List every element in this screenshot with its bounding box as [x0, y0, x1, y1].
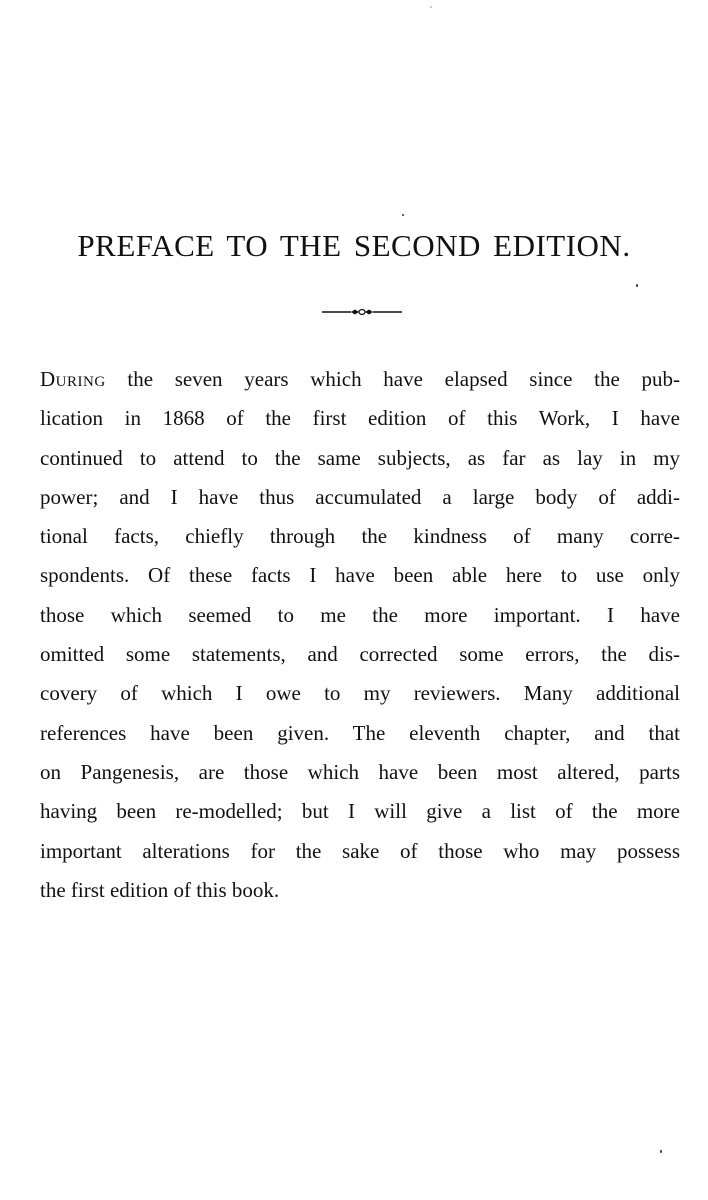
- scan-speck: [402, 214, 404, 216]
- paragraph-line: covery of which I owe to my reviewers. Many additional: [40, 681, 680, 706]
- paragraph-line: references have been given. The eleventh chapter, and that: [40, 720, 680, 745]
- scan-speck: [430, 6, 432, 8]
- paragraph-line: the first edition of this book.: [40, 877, 280, 902]
- page-title: PREFACE TO THE SECOND EDITION.: [77, 228, 631, 263]
- paragraph-line: those which seemed to me the more important. I have: [40, 602, 680, 627]
- ornamental-rule: [322, 306, 402, 318]
- paragraph-line: During the seven years which have elapsed since the pub-: [40, 367, 680, 391]
- paragraph-line: spondents. Of these facts I have been able here to use only: [40, 563, 680, 588]
- paragraph-line: having been re-modelled; but I will give a list of the more: [40, 799, 680, 824]
- preface-paragraph: [40, 360, 680, 910]
- paragraph-line: on Pangenesis, are those which have been most altered, parts: [40, 759, 680, 784]
- paragraph-line: lication in 1868 of the first edition of this Work, I have: [40, 406, 680, 431]
- paragraph-line: tional facts, chiefly through the kindness of many corre-: [40, 524, 680, 549]
- scan-speck: [636, 284, 638, 287]
- paragraph-line: important alterations for the sake of those who may possess: [40, 838, 680, 863]
- paragraph-line: continued to attend to the same subjects, as far as lay in my: [40, 445, 680, 470]
- paragraph-line: power; and I have thus accumulated a large body of addi-: [40, 484, 680, 509]
- scan-speck: [660, 1150, 662, 1153]
- lead-word: During: [40, 367, 106, 391]
- paragraph-line: omitted some statements, and corrected some errors, the dis-: [40, 642, 680, 667]
